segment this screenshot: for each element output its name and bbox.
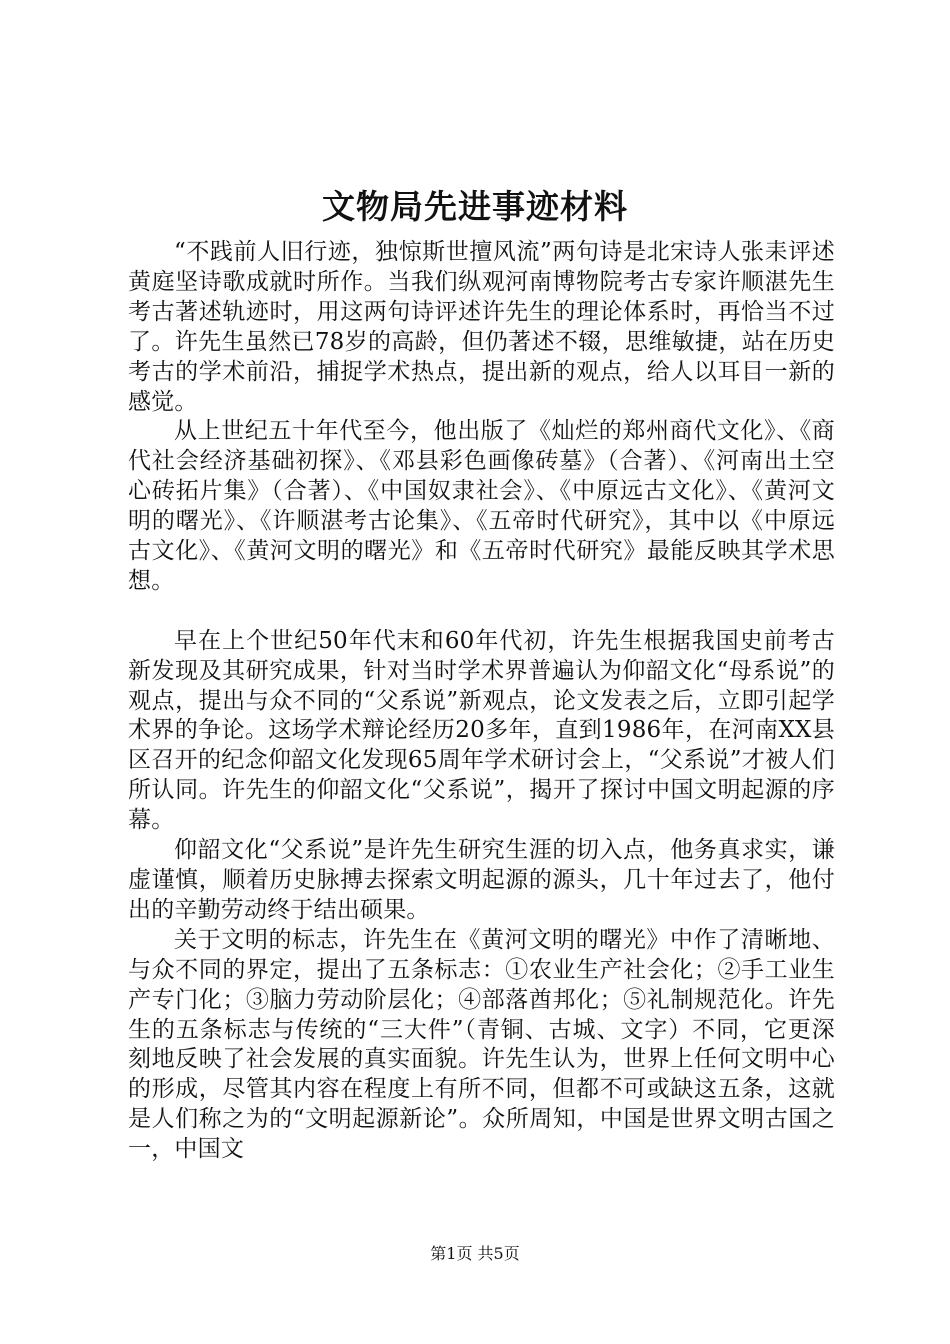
paragraph-4: 仰韶文化“父系说”是许先生研究生涯的切入点，他务真求实，谦虚谨慎，顺着历史脉搏去探索文明起源的源头，几十年过去了，他付出的辛勤劳动终于结出硕果。 [128, 837, 835, 923]
page-footer: 第1页 共5页 [430, 1244, 520, 1263]
paragraph-2: 从上世纪五十年代至今，他出版了《灿烂的郑州商代文化》、《商代社会经济基础初探》、《邓县彩色画像砖墓》（合著）、《河南出土空心砖拓片集》（合著）、《中国奴隶社会》、《中原远古文化》、《黄河文明的曙光》、《许顺湛考古论集》、《五帝时代研究》，其中以《中原远古文化》、《黄河文明的曙光》和《五帝时代研究》最能反映其学术思想。 [128, 418, 835, 594]
document-body [128, 238, 835, 1165]
paragraph-3: 早在上个世纪50年代末和60年代初，许先生根据我国史前考古新发现及其研究成果，针对当时学术界普遍认为仰韶文化“母系说”的观点，提出与众不同的“父系说”新观点，论文发表之后，立即引起学术界的争论。这场学术辩论经历20多年，直到1986年，在河南XX县区召开的纪念仰韶文化发现65周年学术研讨会上，“父系说”才被人们所认同。许先生的仰韶文化“父系说”，揭开了探讨中国文明起源的序幕。 [128, 627, 835, 834]
paragraph-1: “不践前人旧行迹，独惊斯世擅风流”两句诗是北宋诗人张耒评述黄庭坚诗歌成就时所作。当我们纵观河南博物院考古专家许顺湛先生考古著述轨迹时，用这两句诗评述许先生的理论体系时，再恰当不过了。许先生虽然已78岁的高龄，但仍著述不辍，思维敏捷，站在历史考古的学术前沿，捕捉学术热点，提出新的观点，给人以耳目一新的感觉。 [128, 239, 835, 415]
document-title: 文物局先进事迹材料 [322, 187, 628, 226]
paragraph-5: 关于文明的标志，许先生在《黄河文明的曙光》中作了清晰地、与众不同的界定，提出了五条标志：①农业生产社会化；②手工业生产专门化；③脑力劳动阶层化；④部落酋邦化；⑤礼制规范化。许先生的五条标志与传统的“三大件”（青铜、古城、文字）不同，它更深刻地反映了社会发展的真实面貌。许先生认为，世界上任何文明中心的形成，尽管其内容在程度上有所不同，但都不可或缺这五条，这就是人们称之为的“文明起源新论”。众所周知，中国是世界文明古国之一，中国文 [128, 926, 835, 1163]
